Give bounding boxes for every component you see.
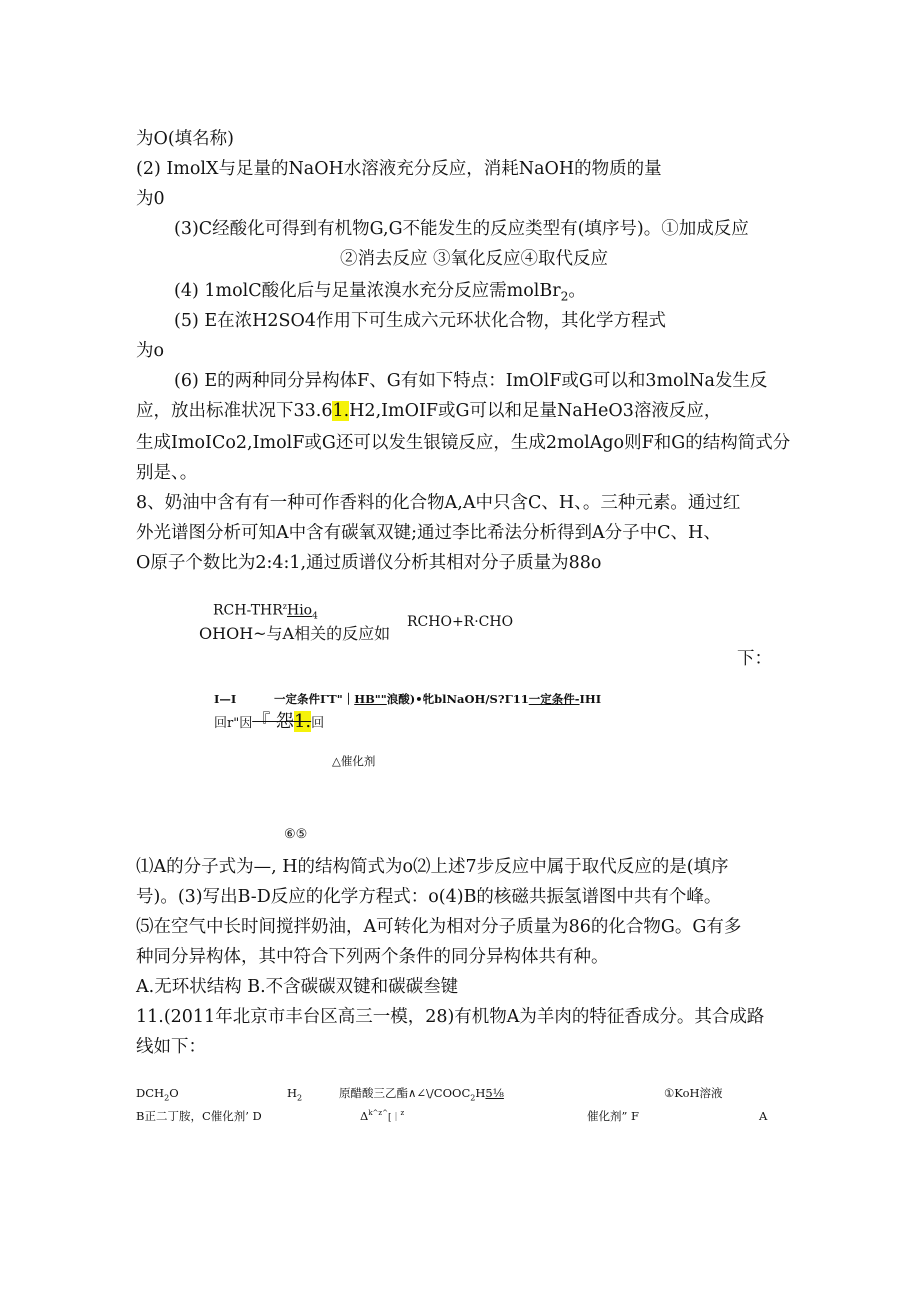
line-11-1: 11.(2011年北京市丰台区高三一模，28)有机物A为羊肉的特征香成分。其合成路 [136, 1007, 765, 1027]
reaction-reagent: Hio [287, 602, 313, 619]
line-7-9: (6) E的两种同分异构体F、G有如下特点：ImOlF或G可以和3molNa发生反 [174, 371, 768, 391]
question-5: A.无环状结构 B.不含碳碳双键和碳碳叁键 [136, 977, 459, 997]
question-4: 种同分异构体，其中符合下列两个条件的同分异构体共有种。 [136, 947, 609, 967]
scheme-cond-1: 一定条件ΓT"｜ [274, 692, 355, 706]
route-row2-c: 催化剂” F [587, 1109, 640, 1123]
route-reagent-b: H [475, 1086, 486, 1100]
question-1: ⑴A的分子式为—, H的结构简式为o⑵上述7步反应中属于取代反应的是(填序 [136, 857, 729, 877]
line-7-8: 为o [136, 341, 165, 361]
route-mid: [｜ [387, 1112, 401, 1123]
route-reagent-sub: 2 [470, 1093, 476, 1103]
question-3: ⑸在空气中长时间搅拌奶油，A可转化为相对分子质量为86的化合物G。G有多 [136, 917, 742, 937]
reaction-reactant: RCH-THR [213, 602, 283, 619]
line-8-3: O原子个数比为2:4:1,通过质谱仪分析其相对分子质量为88o [136, 553, 602, 573]
scheme-step-numbers: ⑥⑤ [284, 827, 308, 842]
route-koh: ①KoH溶液 [664, 1086, 723, 1100]
line-11-2: 线如下： [136, 1037, 206, 1057]
br2-subscript: 2 [560, 289, 569, 304]
route-row2-b [360, 1106, 404, 1125]
scheme-box-b: 回 [311, 716, 325, 731]
line-7-12: 别是、。 [136, 463, 198, 483]
scheme-mark: 『 怨 [252, 711, 294, 732]
route-dch-sub: 2 [164, 1093, 170, 1103]
question-2: 号)。(3)写出B-D反应的化学方程式：o(4)B的核磁共振氢谱图中共有个峰。 [136, 887, 722, 907]
route-row2-a: B正二丁胺，C催化剂’ D [136, 1109, 262, 1123]
reaction-product: RCHO+R·CHO [407, 614, 514, 630]
line-7-10-b: H2,ImOIF或G可以和足量NaHeO3溶液反应， [349, 401, 722, 421]
scheme-catalyst: △催化剂 [332, 754, 376, 768]
route-dch: DCH [136, 1086, 165, 1100]
reaction-bottom: OHOH~与A相关的反应如 [199, 624, 391, 643]
line-7-11: 生成ImoICo2,ImolF或G还可以发生银镜反应，生成2molAgo则F和G的结构简式分 [136, 433, 791, 453]
scheme-cond-3: 一定条件- [528, 692, 580, 706]
scheme-row1-box: I—I [214, 692, 237, 706]
line-7-2: (2) ImolX与足量的NaOH水溶液充分反应，消耗NaOH的物质的量 [136, 159, 662, 179]
highlight-mark: 1. [332, 401, 350, 421]
line-7-1: 为O(填名称) [136, 129, 235, 149]
scheme-row1 [274, 692, 601, 706]
scheme-row2 [214, 711, 325, 732]
line-8-1: 8、奶油中含有有一种可作香料的化合物A,A中只含C、H、。三种元素。通过红 [136, 493, 741, 513]
route-sup-2: z [400, 1109, 405, 1117]
line-7-3: 为0 [136, 189, 165, 209]
scheme-cond-4: IHI [579, 692, 602, 706]
line-7-4: (3)C经酸化可得到有机物G,G不能发生的反应类型有(填序号)。①加成反应 [174, 219, 749, 239]
route-h2 [287, 1086, 302, 1105]
line-7-6 [174, 280, 586, 308]
line-7-5: ②消去反应 ③氧化反应④取代反应 [340, 249, 609, 269]
line-7-6-end: 。 [568, 281, 586, 301]
route-delta: Δ [360, 1108, 369, 1123]
route-dch-end: O [169, 1086, 179, 1100]
scheme-box-a: 回r"因 [214, 716, 253, 731]
reaction-sup: z [282, 602, 287, 611]
route-reagent [339, 1086, 504, 1105]
reaction-tail: 下： [737, 649, 772, 669]
route-sup-1: k^z^ [368, 1109, 388, 1117]
route-dch2o [136, 1086, 179, 1105]
line-8-2: 外光谱图分析可知A中含有碳氧双键;通过李比希法分析得到A分子中C、H、 [136, 523, 721, 543]
line-7-6-text: (4) 1molC酸化后与足量浓溴水充分反应需molBr [174, 281, 561, 301]
route-reagent-a: 原醋酸三乙酯∧∠\/COOC [339, 1086, 471, 1100]
route-row2-d: A [759, 1109, 768, 1123]
route-reagent-u: 5⅛ [485, 1086, 504, 1100]
line-7-7: (5) E在浓H2SO4作用下可生成六元环状化合物，其化学方程式 [174, 311, 666, 331]
reaction-sub: 4 [312, 611, 318, 622]
route-h: H [287, 1086, 298, 1100]
route-h-sub: 2 [297, 1093, 303, 1103]
scheme-hbr: HB"" [354, 692, 387, 706]
reaction-top [213, 599, 318, 624]
line-7-10 [136, 400, 721, 422]
scheme-highlight: 1. [293, 711, 312, 732]
scheme-cond-2: 浪酸)•牝blNaOH/S?Γ11 [386, 692, 529, 706]
line-7-10-a: 应，放出标准状况下33.6 [136, 401, 333, 421]
